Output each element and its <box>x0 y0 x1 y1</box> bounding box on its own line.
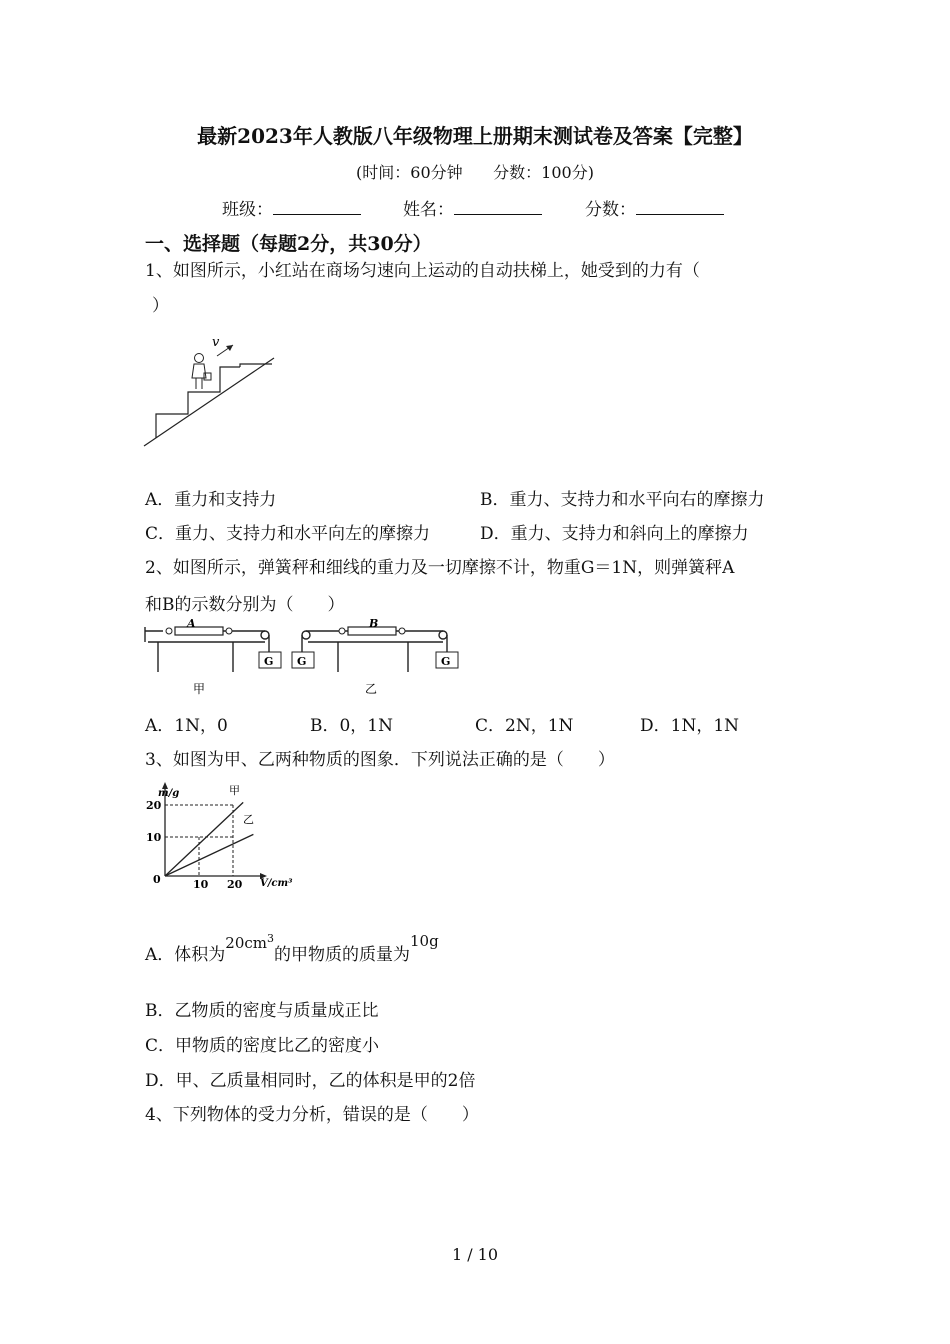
caption-right: 乙 <box>365 682 378 696</box>
chart-guides <box>165 805 233 876</box>
q3-option-d: D．甲、乙质量相同时，乙的体积是甲的2倍 <box>145 1071 476 1091</box>
arrow-head-icon <box>226 345 233 351</box>
q3-option-b: B．乙物质的密度与质量成正比 <box>145 1001 379 1021</box>
scale-a <box>175 627 223 635</box>
q3-option-a-volume <box>225 934 274 952</box>
y-axis-label: m/g <box>158 788 180 799</box>
ytick-20: 20 <box>146 799 162 812</box>
class-field <box>222 195 361 220</box>
girl-icon <box>192 354 211 390</box>
escalator-figure <box>140 328 280 453</box>
xtick-20: 20 <box>227 878 243 890</box>
section-heading: 一、选择题（每题2分，共30分） <box>145 233 432 255</box>
escalator-top-step <box>240 364 272 367</box>
caption-left: 甲 <box>193 682 206 696</box>
name-blank <box>454 200 542 215</box>
weight-left-label: G <box>264 655 274 668</box>
q3-volume-sup: 3 <box>267 932 274 945</box>
q1-option-c: C．重力、支持力和水平向左的摩擦力 <box>145 524 431 544</box>
score-blank <box>636 200 724 215</box>
score-label: 分数： <box>585 200 636 220</box>
class-blank <box>273 200 361 215</box>
q1-option-a: A．重力和支持力 <box>145 490 277 510</box>
q3-option-a-mass: 10g <box>410 932 439 950</box>
q4-stem: 4、下列物体的受力分析，错误的是（ ） <box>145 1105 479 1125</box>
spring-scale-figure <box>143 617 468 699</box>
q2-option-d: D．1N，1N <box>640 716 740 736</box>
document-title: 最新2023年人教版八年级物理上册期末测试卷及答案【完整】 <box>197 124 753 148</box>
q3-option-a <box>145 932 439 965</box>
q3-option-c: C．甲物质的密度比乙的密度小 <box>145 1036 380 1056</box>
q3-volume-value: 20cm <box>225 934 267 952</box>
series-yi-label: 乙 <box>243 813 254 826</box>
exam-meta <box>0 160 950 183</box>
q3-stem: 3、如图为甲、乙两种物质的图象．下列说法正确的是（ ） <box>145 750 615 770</box>
q1-stem-end: ） <box>152 296 169 316</box>
score-field <box>585 195 724 220</box>
escalator-slope <box>144 358 274 446</box>
origin-label: 0 <box>153 873 161 886</box>
velocity-label: v <box>212 335 220 350</box>
exam-time: (时间：60分钟 <box>356 163 463 182</box>
x-axis-label: V/cm³ <box>260 878 293 889</box>
q3-option-a-pre: A．体积为 <box>145 945 226 965</box>
series-jia-line <box>165 802 243 876</box>
class-label: 班级： <box>222 200 273 220</box>
name-label: 姓名： <box>403 200 454 220</box>
q3-option-a-mid: 的甲物质的质量为 <box>274 945 410 965</box>
name-field <box>403 195 542 220</box>
series-yi-line <box>165 834 253 876</box>
q2-option-a: A．1N，0 <box>145 716 228 736</box>
mass-volume-chart <box>143 778 303 890</box>
q2-option-c: C．2N，1N <box>475 716 574 736</box>
weight-right-label: G <box>441 655 451 668</box>
weight-mid-label: G <box>297 655 307 668</box>
q1-stem: 1、如图所示，小红站在商场匀速向上运动的自动扶梯上，她受到的力有（ <box>145 261 700 281</box>
q2-stem: 2、如图所示，弹簧秤和细线的重力及一切摩擦不计，物重G＝1N，则弹簧秤A <box>145 558 735 578</box>
ytick-10: 10 <box>146 831 162 844</box>
series-jia-label: 甲 <box>229 784 240 797</box>
q1-option-d: D．重力、支持力和斜向上的摩擦力 <box>480 524 749 544</box>
page-number: 1 / 10 <box>451 1245 499 1264</box>
scale-a-label: A <box>187 617 196 630</box>
q2-option-b: B．0，1N <box>310 716 393 736</box>
xtick-10: 10 <box>193 878 209 890</box>
exam-score: 分数：100分) <box>493 163 594 182</box>
q1-option-b: B．重力、支持力和水平向右的摩擦力 <box>480 490 765 510</box>
scale-b-label: B <box>369 617 379 630</box>
q2-stem-2: 和B的示数分别为（ ） <box>145 595 345 615</box>
